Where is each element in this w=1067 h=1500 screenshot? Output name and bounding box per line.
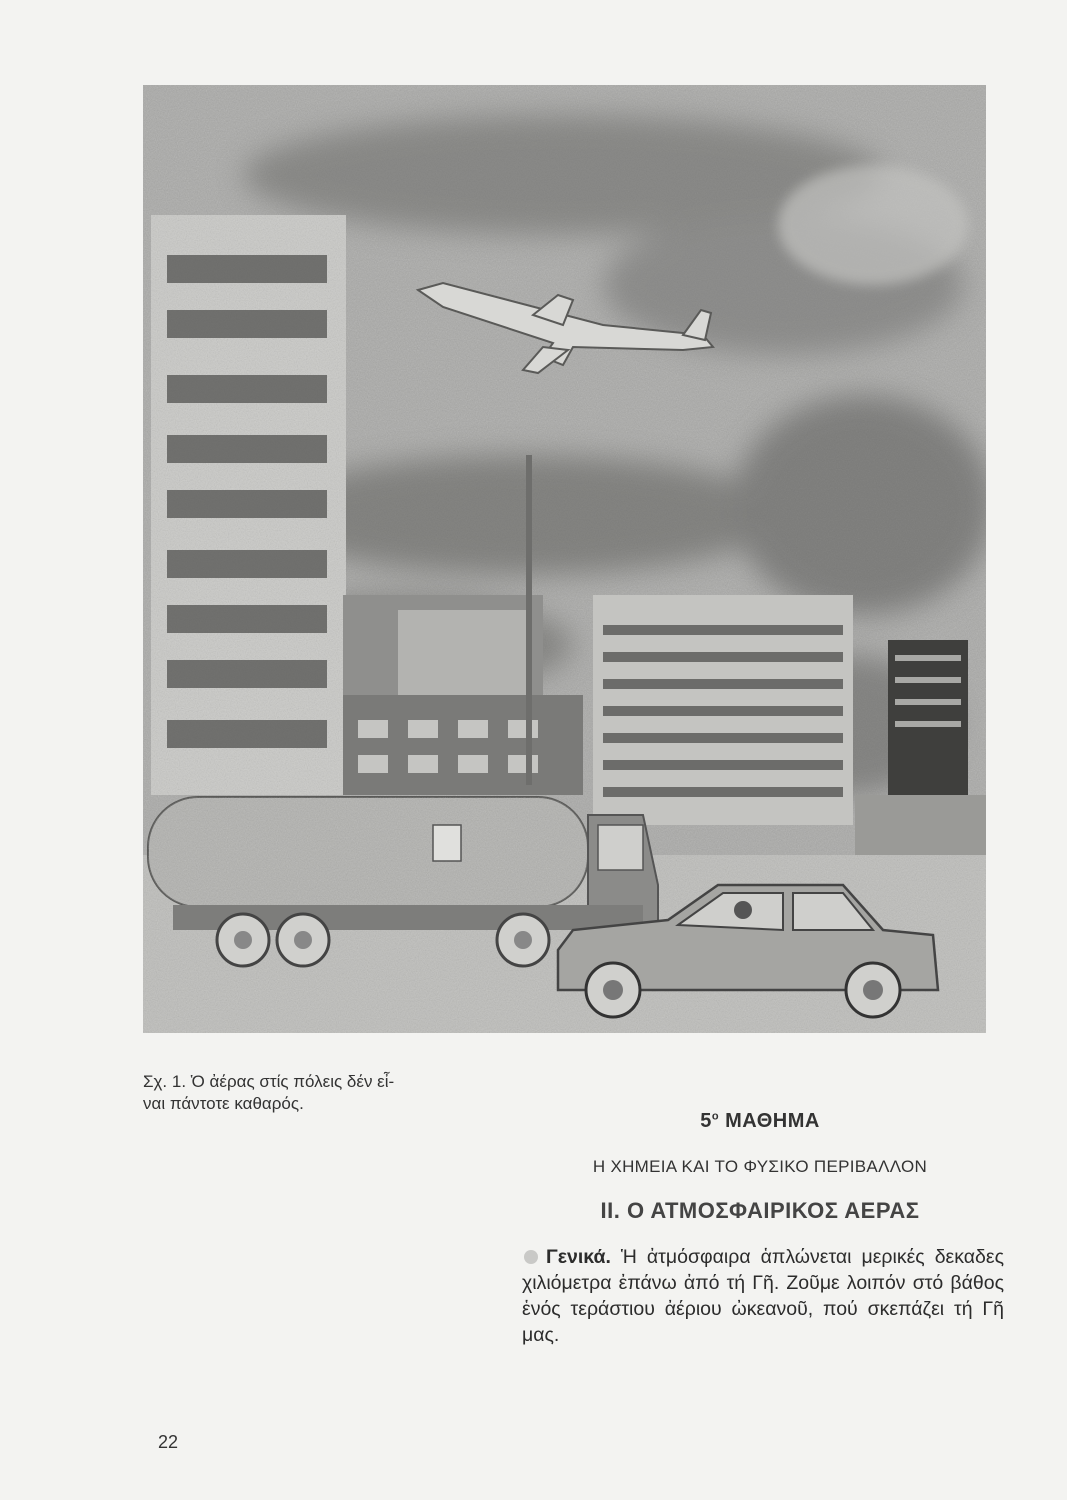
section-title: ΙΙ. Ο ΑΤΜΟΣΦΑΙΡΙΚΟΣ ΑΕΡΑΣ bbox=[600, 1198, 920, 1223]
city-pollution-illustration bbox=[143, 85, 986, 1033]
striped-building bbox=[593, 595, 853, 825]
page-number: 22 bbox=[158, 1432, 179, 1452]
paragraph-text: Ἡ ἀτμόσφαιρα ἁπλώνεται μερικές δεκαδες χιλιόμετρα ἐπάνω ἀπό τή Γῆ. Ζοῦμε λοιπόν στό βάθος ἑνός τεράστιου ἀέριου ὠκεανοῦ, πού σκεπάζει τή Γῆ μας. bbox=[522, 1246, 1004, 1346]
tall-building bbox=[151, 215, 346, 795]
bullet-icon bbox=[524, 1250, 538, 1264]
lesson-label: ΜΑΘΗΜΑ bbox=[725, 1110, 820, 1132]
paragraph-lead: Γενικά. bbox=[546, 1246, 611, 1268]
figure-caption: Σχ. 1. Ὁ ἀέρας στίς πόλεις δέν εἶ-ναι πάντοτε καθαρός. bbox=[143, 1072, 395, 1113]
lesson-number: 5 bbox=[700, 1110, 712, 1132]
unit-title: Η ΧΗΜΕΙΑ ΚΑΙ ΤΟ ΦΥΣΙΚΟ ΠΕΡΙΒΑΛΛΟΝ bbox=[592, 1157, 928, 1176]
body-paragraph bbox=[522, 1244, 1004, 1348]
chimney bbox=[526, 455, 532, 785]
light-cloud bbox=[778, 165, 968, 285]
lesson-ordinal: ο bbox=[711, 1110, 720, 1123]
lesson-heading bbox=[520, 1110, 1000, 1133]
